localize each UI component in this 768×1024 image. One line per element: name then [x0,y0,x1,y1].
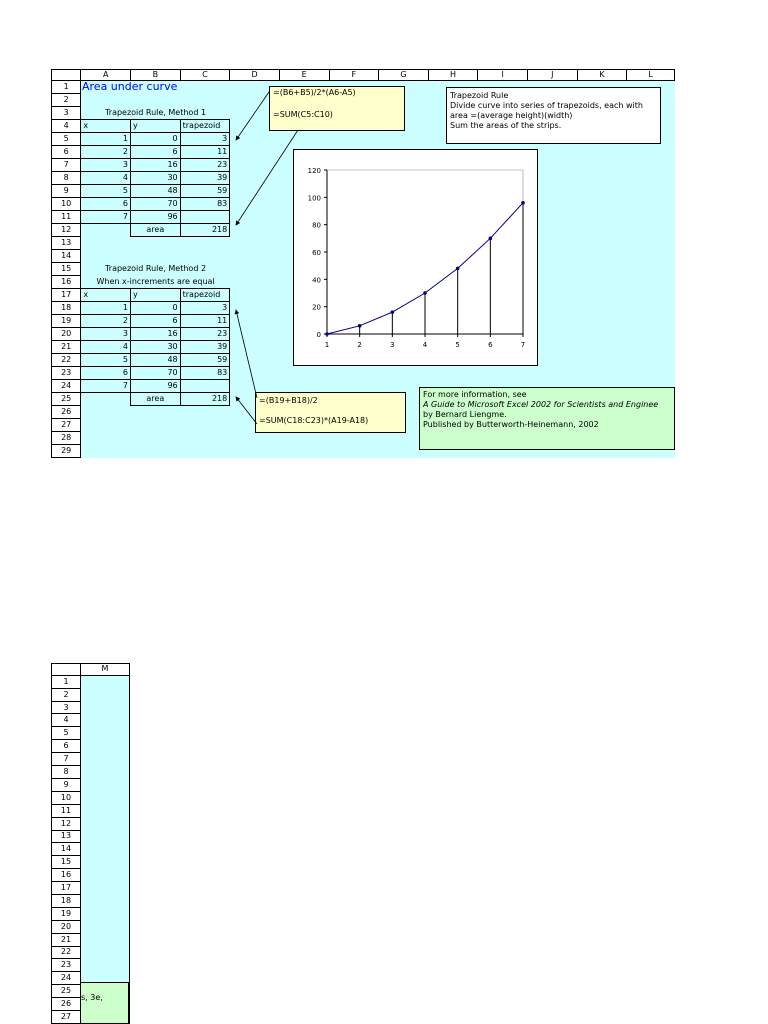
cell[interactable] [180,406,230,419]
row-header[interactable]: 16 [52,276,81,289]
row-header[interactable]: 2 [52,94,81,107]
data-point [391,310,395,314]
note-line: Sum the areas of the strips. [450,121,562,130]
cell[interactable]: Trapezoid Rule, Method 2 [81,263,230,276]
row-header[interactable]: 21 [52,933,81,946]
cell[interactable] [279,367,329,380]
cell[interactable]: x [81,289,131,302]
x-tick-label: 3 [390,341,395,349]
cell[interactable]: 218 [180,224,230,237]
cell[interactable] [577,341,627,354]
cell[interactable] [230,263,280,276]
cell[interactable] [230,341,280,354]
chart-area[interactable] [293,149,538,366]
cell[interactable] [131,419,181,432]
column-header-g[interactable]: G [379,70,429,81]
row-header[interactable]: 20 [52,920,81,933]
cell[interactable] [81,959,130,972]
x-tick-label: 7 [520,341,526,349]
cell[interactable]: 3 [180,133,230,146]
cell[interactable] [627,367,675,380]
cell[interactable] [180,94,230,107]
cell[interactable] [81,843,130,856]
cell[interactable] [577,146,627,159]
row-header[interactable]: 12 [52,224,81,237]
cell[interactable]: 5 [81,354,131,367]
note-line: For more information, see [423,390,527,399]
cell[interactable] [180,237,230,250]
cell[interactable]: x [81,120,131,133]
cell[interactable]: 70 [131,367,181,380]
data-point [521,201,525,205]
row-header[interactable]: 12 [52,817,81,830]
row-header[interactable]: 28 [52,432,81,445]
row-header[interactable]: 23 [52,367,81,380]
data-point [456,267,460,271]
column-header-c[interactable]: C [180,70,230,81]
cell[interactable] [329,432,379,445]
cell[interactable]: trapezoid [180,289,230,302]
cell[interactable]: 23 [180,328,230,341]
formula-note-method2 [255,392,406,433]
row-header[interactable]: 19 [52,315,81,328]
cell[interactable] [131,432,181,445]
note-line: A Guide to Microsoft Excel 2002 for Scientists and Enginee [423,400,659,409]
row-header[interactable]: 10 [52,791,81,804]
cell[interactable]: 96 [131,380,181,393]
cell[interactable] [627,354,675,367]
cell[interactable]: 16 [131,159,181,172]
cell[interactable] [81,432,131,445]
cell[interactable] [131,250,181,263]
row-header[interactable]: 19 [52,907,81,920]
x-tick-label: 1 [324,341,330,349]
cell[interactable] [379,367,429,380]
row-header[interactable]: 3 [52,107,81,120]
cell[interactable] [577,315,627,328]
column-header-j[interactable]: J [528,70,578,81]
row-header[interactable]: 11 [52,804,81,817]
y-tick-label: 80 [312,221,321,230]
cell[interactable] [577,198,627,211]
row-header[interactable]: 6 [52,740,81,753]
cell[interactable] [81,393,131,406]
cell[interactable] [627,250,675,263]
cell[interactable] [627,328,675,341]
cell[interactable] [230,289,280,302]
row-header[interactable]: 8 [52,766,81,779]
row-header[interactable]: 29 [52,445,81,458]
cell[interactable]: 4 [81,341,131,354]
cell[interactable]: 83 [180,198,230,211]
cell[interactable] [627,224,675,237]
y-tick-label: 60 [312,249,321,257]
cell[interactable]: 3 [180,302,230,315]
y-tick-label: 20 [312,303,321,312]
cell[interactable] [81,933,130,946]
column-header-m[interactable]: M [81,664,130,676]
spreadsheet-page2 [51,663,130,1024]
cell[interactable] [230,185,280,198]
row-header[interactable]: 22 [52,946,81,959]
cell[interactable] [428,367,478,380]
cell[interactable] [81,856,130,869]
cell[interactable] [627,198,675,211]
cell[interactable]: Trapezoid Rule, Method 1 [81,107,230,120]
cell[interactable] [627,237,675,250]
row-header[interactable]: 13 [52,830,81,843]
x-tick-label: 5 [455,341,460,349]
cell[interactable]: 3 [81,328,131,341]
y-tick-label: 40 [312,276,321,285]
row-header[interactable]: 1 [52,81,81,94]
cell[interactable] [279,380,329,393]
cell[interactable] [81,94,131,107]
note-line: Trapezoid Rule [450,91,509,100]
cell[interactable] [81,753,130,766]
cell[interactable] [81,920,130,933]
cell[interactable]: area [131,224,181,237]
cell[interactable] [230,328,280,341]
cell[interactable] [180,380,230,393]
column-header-k[interactable]: K [577,70,627,81]
cell[interactable] [81,237,131,250]
cell[interactable] [131,94,181,107]
cell[interactable] [81,406,131,419]
cell[interactable]: 7 [81,211,131,224]
cell[interactable]: 39 [180,341,230,354]
cell[interactable]: 6 [81,198,131,211]
cell[interactable] [230,198,280,211]
cell[interactable] [528,367,578,380]
cell[interactable] [81,419,131,432]
cell[interactable] [131,406,181,419]
row-header[interactable]: 4 [52,120,81,133]
cell[interactable]: 4 [81,172,131,185]
cell[interactable] [230,445,280,458]
row-header[interactable]: 9 [52,185,81,198]
cell[interactable]: 6 [131,146,181,159]
cell[interactable]: 6 [131,315,181,328]
data-point [325,332,329,336]
cell[interactable] [81,791,130,804]
cell[interactable]: When x-increments are equal [81,276,230,289]
cell[interactable] [230,380,280,393]
column-header-h[interactable]: H [428,70,478,81]
row-header[interactable]: 25 [52,393,81,406]
x-tick-label: 4 [422,341,428,349]
cell[interactable] [329,367,379,380]
cell[interactable] [180,211,230,224]
row-header[interactable]: 17 [52,882,81,895]
row-header[interactable]: 7 [52,753,81,766]
cell[interactable] [279,445,329,458]
cell[interactable]: 59 [180,185,230,198]
trapezoid-chart [294,150,539,367]
cell[interactable]: 96 [131,211,181,224]
cell[interactable] [627,341,675,354]
cell[interactable] [230,276,280,289]
cell[interactable] [81,946,130,959]
cell[interactable] [81,727,130,740]
cell[interactable]: y [131,120,181,133]
y-tick-label: 100 [307,194,321,203]
cell[interactable] [577,159,627,172]
row-header[interactable]: 7 [52,159,81,172]
formula-line: =(B19+B18)/2 [259,396,318,405]
cell[interactable] [329,133,379,146]
cell[interactable] [81,882,130,895]
column-header-i[interactable]: I [478,70,528,81]
cell[interactable]: 1 [81,133,131,146]
cell[interactable]: 3 [81,159,131,172]
cell[interactable] [478,367,528,380]
formula-line: =SUM(C18:C23)*(A19-A18) [259,416,369,425]
cell[interactable] [379,133,429,146]
cell[interactable] [230,211,280,224]
row-header[interactable]: 9 [52,778,81,791]
cell[interactable]: 83 [180,367,230,380]
x-tick-label: 2 [357,341,362,349]
cell[interactable] [81,894,130,907]
formula-line: =(B6+B5)/2*(A6-A5) [273,88,356,97]
x-tick-label: 6 [488,341,493,349]
column-header-d[interactable]: D [230,70,280,81]
cell[interactable] [230,432,280,445]
row-header[interactable]: 17 [52,289,81,302]
cell[interactable] [577,185,627,198]
cell[interactable] [131,445,181,458]
row-header[interactable]: 2 [52,688,81,701]
cell[interactable] [81,817,130,830]
row-header[interactable]: 8 [52,172,81,185]
cell[interactable]: 6 [81,367,131,380]
cell[interactable]: trapezoid [180,120,230,133]
cell[interactable] [577,263,627,276]
reference-note [419,387,675,450]
cell[interactable]: 1 [81,302,131,315]
note-line: by Bernard Liengme. [423,410,507,419]
cell[interactable]: 11 [180,315,230,328]
note-line: Published by Butterworth-Heinemann, 2002 [423,420,599,429]
data-point [423,291,427,295]
y-tick-label: 120 [307,167,321,175]
cell[interactable] [577,172,627,185]
cell[interactable] [81,250,131,263]
cell[interactable] [81,766,130,779]
row-header[interactable]: 18 [52,302,81,315]
row-header[interactable]: 6 [52,146,81,159]
cell[interactable] [180,432,230,445]
cell[interactable] [81,714,130,727]
corner-cell[interactable] [52,70,81,81]
cell[interactable] [577,276,627,289]
cell[interactable] [329,380,379,393]
cell[interactable]: 16 [131,328,181,341]
cell[interactable]: 70 [131,198,181,211]
note-line: area =(average height)(width) [450,111,573,120]
cell[interactable]: area [131,393,181,406]
reference-note-overflow [80,982,129,1024]
cell[interactable] [577,211,627,224]
cell[interactable] [81,445,131,458]
row-header[interactable]: 24 [52,380,81,393]
cell[interactable] [279,432,329,445]
cell[interactable] [627,211,675,224]
row-header[interactable]: 5 [52,727,81,740]
cell[interactable] [329,445,379,458]
row-header[interactable]: 15 [52,263,81,276]
cell[interactable]: 5 [81,185,131,198]
column-header-f[interactable]: F [329,70,379,81]
cell[interactable] [81,701,130,714]
cell[interactable] [577,367,627,380]
row-header[interactable]: 20 [52,328,81,341]
cell[interactable] [577,237,627,250]
cell[interactable] [627,185,675,198]
cell[interactable] [180,81,230,94]
row-header[interactable]: 25 [52,985,81,998]
row-header[interactable]: 18 [52,894,81,907]
cell[interactable]: 0 [131,302,181,315]
cell[interactable]: 23 [180,159,230,172]
overflow-text: s, 3e, [81,993,103,1002]
cell[interactable] [230,224,280,237]
cell[interactable] [131,237,181,250]
row-header[interactable]: 11 [52,211,81,224]
cell[interactable] [627,159,675,172]
row-header[interactable]: 21 [52,341,81,354]
column-header-e[interactable]: E [279,70,329,81]
row-header[interactable]: 14 [52,843,81,856]
cell[interactable] [627,263,675,276]
cell[interactable] [230,159,280,172]
y-tick-label: 0 [316,331,321,339]
cell[interactable] [81,778,130,791]
cell[interactable]: 2 [81,315,131,328]
cell[interactable] [627,289,675,302]
row-header[interactable]: 4 [52,714,81,727]
cell[interactable]: 30 [131,172,181,185]
corner-cell[interactable] [52,664,81,676]
cell[interactable]: 218 [180,393,230,406]
cell[interactable]: 11 [180,146,230,159]
cell[interactable]: y [131,289,181,302]
cell[interactable]: 48 [131,185,181,198]
row-header[interactable]: 23 [52,959,81,972]
cell[interactable] [180,445,230,458]
cell[interactable] [577,224,627,237]
cell[interactable] [230,302,280,315]
cell[interactable] [230,367,280,380]
cell[interactable] [627,276,675,289]
cell[interactable] [81,688,130,701]
cell[interactable] [81,740,130,753]
row-header[interactable]: 27 [52,419,81,432]
cell[interactable] [627,315,675,328]
cell[interactable] [81,224,131,237]
cell[interactable]: 0 [131,133,181,146]
sheet-title: Area under curve [82,80,178,93]
cell[interactable]: 30 [131,341,181,354]
cell[interactable] [230,250,280,263]
data-point [358,324,362,328]
cell[interactable] [180,419,230,432]
cell[interactable] [577,328,627,341]
cell[interactable] [279,133,329,146]
data-point [489,237,493,241]
cell[interactable]: 39 [180,172,230,185]
cell[interactable] [627,302,675,315]
row-header[interactable]: 24 [52,972,81,985]
cell[interactable] [627,172,675,185]
row-header[interactable]: 1 [52,675,81,688]
column-header-l[interactable]: L [627,70,675,81]
cell[interactable] [81,675,130,688]
formula-line: =SUM(C5:C10) [273,110,333,119]
row-header[interactable]: 27 [52,1010,81,1023]
note-line: Divide curve into series of trapezoids, each with [450,101,643,110]
cell[interactable] [577,289,627,302]
cell[interactable] [180,250,230,263]
formula-note-method1 [269,86,405,131]
cell[interactable] [577,250,627,263]
row-header[interactable]: 10 [52,198,81,211]
cell[interactable] [230,133,280,146]
cell[interactable] [627,146,675,159]
cell[interactable]: 2 [81,146,131,159]
row-header[interactable]: 3 [52,701,81,714]
trapezoid-rule-note [446,87,661,144]
row-header[interactable]: 26 [52,406,81,419]
cell[interactable] [230,237,280,250]
cell[interactable] [577,302,627,315]
cell[interactable] [577,354,627,367]
cell[interactable]: 48 [131,354,181,367]
cell[interactable] [81,907,130,920]
row-header[interactable]: 14 [52,250,81,263]
row-header[interactable]: 26 [52,998,81,1011]
column-header-b[interactable]: B [131,70,181,81]
row-header[interactable]: 16 [52,869,81,882]
cell[interactable] [81,869,130,882]
row-header[interactable]: 13 [52,237,81,250]
cell[interactable]: 7 [81,380,131,393]
cell[interactable] [230,172,280,185]
column-header-a[interactable]: A [81,70,131,81]
row-header[interactable]: 5 [52,133,81,146]
row-header[interactable]: 15 [52,856,81,869]
cell[interactable] [230,315,280,328]
cell[interactable] [230,146,280,159]
cell[interactable] [81,830,130,843]
cell[interactable]: 59 [180,354,230,367]
cell[interactable] [230,354,280,367]
cell[interactable] [81,804,130,817]
row-header[interactable]: 22 [52,354,81,367]
